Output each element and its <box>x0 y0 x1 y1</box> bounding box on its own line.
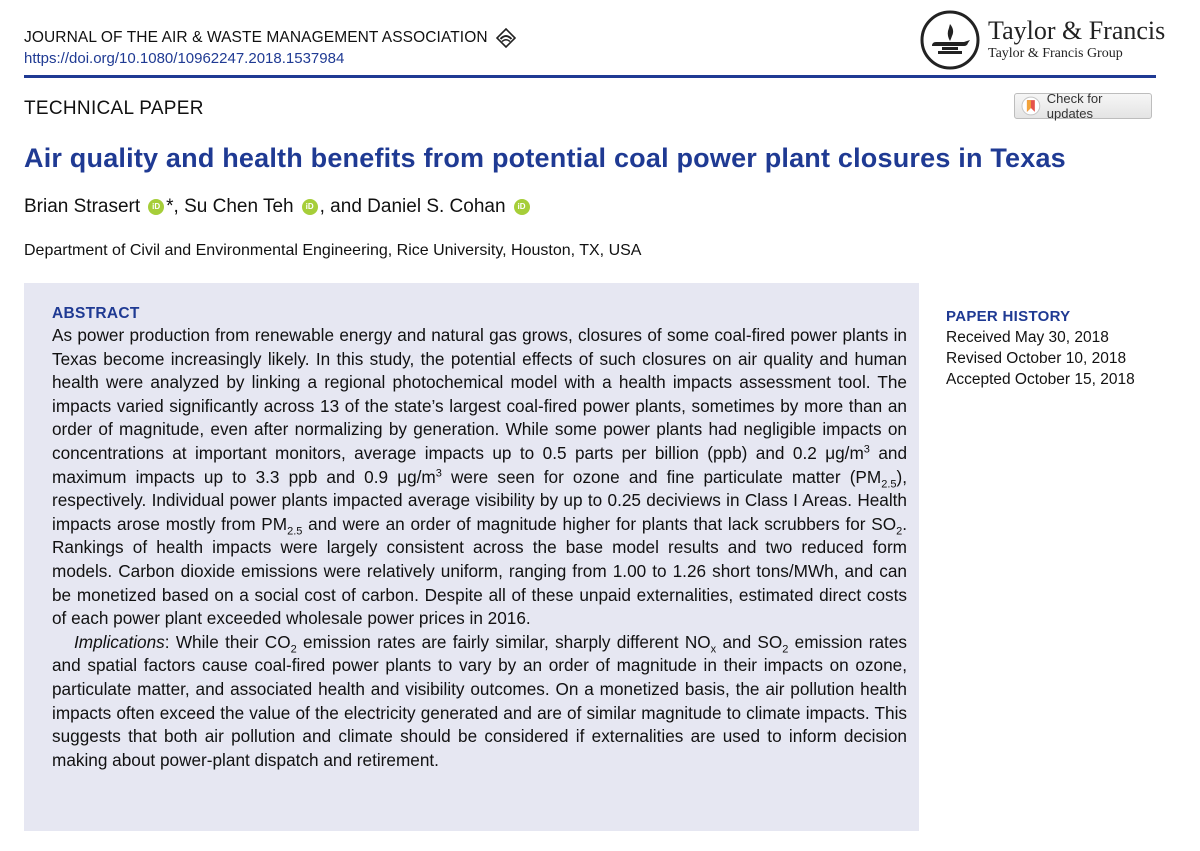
journal-mark-icon <box>496 28 516 48</box>
publisher-group: Taylor & Francis Group <box>988 46 1123 61</box>
author-name[interactable]: Su Chen Teh <box>184 196 294 217</box>
check-updates-label: Check for updates <box>1046 91 1103 121</box>
subscript: 2 <box>290 643 297 656</box>
subscript: 2.5 <box>287 525 303 538</box>
accepted-date: Accepted October 15, 2018 <box>946 371 1135 388</box>
abstract-text-run: As power production from renewable energy and natural gas grows, closures of some coal-fired power plants in Texas become increasingly likely. In this study, the potential effects of such closures on air quality and human health were analyzed by linking a regional photochemical model with a health impacts assessment tool. The impacts varied significantly across 13 of the state’s largest coal-fired power plants, sometimes by more than an order of magnitude, even after normalizing by generation. While some power plants had negligible impacts on concentrations at important monitors, average impacts up to 0.5 parts per billion (ppb) and 0.2 μg/m <box>52 325 907 463</box>
subscript: 2 <box>782 643 789 656</box>
abstract-heading: ABSTRACT <box>52 305 140 322</box>
doi-link[interactable]: https://doi.org/10.1080/10962247.2018.1537984 <box>24 50 345 67</box>
orcid-icon[interactable]: iD <box>514 199 530 215</box>
orcid-icon[interactable]: iD <box>302 199 318 215</box>
abstract-text-run: emission rates are fairly similar, sharply different NO <box>296 631 711 652</box>
abstract-text-run: ), respectively. Individual power plants impacted average visibility by up to 0.25 deciviews in Class I Areas. Health impacts arose mostly from PM <box>52 466 907 534</box>
revised-date: Revised October 10, 2018 <box>946 350 1127 367</box>
section-type: TECHNICAL PAPER <box>24 98 204 119</box>
header-rule <box>24 75 1156 78</box>
subscript: 2.5 <box>881 478 897 490</box>
abstract-text-run: and maximum impacts up to 3.3 ppb and 0.9 μg/m <box>52 442 908 487</box>
journal-name: JOURNAL OF THE AIR & WASTE MANAGEMENT ASSOCIATION <box>24 29 488 46</box>
received-date: Received May 30, 2018 <box>946 329 1109 346</box>
publisher-name: Taylor & Francis <box>988 16 1166 45</box>
article-title: Air quality and health benefits from potential coal power plant closures in Texas <box>24 143 1066 173</box>
check-updates-icon <box>1021 96 1041 116</box>
abstract-text-run: emission rates and spatial factors cause coal-fired power plants to vary by an order of magnitude in their impacts on ozone, particulate matter, and associated health and visibility outcomes. On a monetized basis, the air pollution health impacts often exceed the value of the electricity generated and are of similar magnitude to climate impacts. This suggests that both air pollution and climate should be considered if externalities are used to inform decision making about power-plant dispatch and retirement. <box>52 631 907 770</box>
abstract-text-run: were seen for ozone and fine particulate matter (PM <box>441 466 882 487</box>
abstract-text-run: : While their CO <box>164 631 291 652</box>
author-separator: *, <box>166 196 185 217</box>
subscript: x <box>710 643 717 656</box>
abstract-text-run: and were an order of magnitude higher for plants that lack scrubbers for SO <box>302 513 897 534</box>
abstract-body <box>52 324 907 772</box>
author-name[interactable]: Brian Strasert <box>24 196 141 217</box>
implications-paragraph <box>52 631 907 773</box>
paper-history-heading: PAPER HISTORY <box>946 308 1071 325</box>
superscript: 3 <box>863 443 870 456</box>
implications-label: Implications <box>74 631 165 652</box>
author-name[interactable]: Daniel S. Cohan <box>367 196 506 217</box>
affiliation: Department of Civil and Environmental Engineering, Rice University, Houston, TX, USA <box>24 242 642 259</box>
abstract-text-run: . Rankings of health impacts were largely consistent across the base model results and two reduced form models. Carbon dioxide emissions were relatively uniform, ranging from 1.00 to 1.26 short tons/MWh, and can be monetized based on a social cost of carbon. Despite all of these unpaid externalities, estimated direct costs of each power plant exceeded wholesale power prices in 2016. <box>52 513 907 629</box>
publisher-logo <box>920 10 1165 70</box>
orcid-icon[interactable]: iD <box>148 199 164 215</box>
author-list <box>24 196 532 218</box>
subscript: 2 <box>896 525 903 538</box>
check-for-updates-button[interactable] <box>1014 93 1152 119</box>
lamp-logo-icon <box>920 10 980 70</box>
paper-history <box>946 306 1135 390</box>
superscript: 3 <box>435 466 442 479</box>
abstract-text-run: and SO <box>716 631 783 652</box>
journal-header <box>24 28 516 48</box>
author-separator: , and <box>319 196 368 217</box>
abstract-paragraph <box>52 324 907 631</box>
